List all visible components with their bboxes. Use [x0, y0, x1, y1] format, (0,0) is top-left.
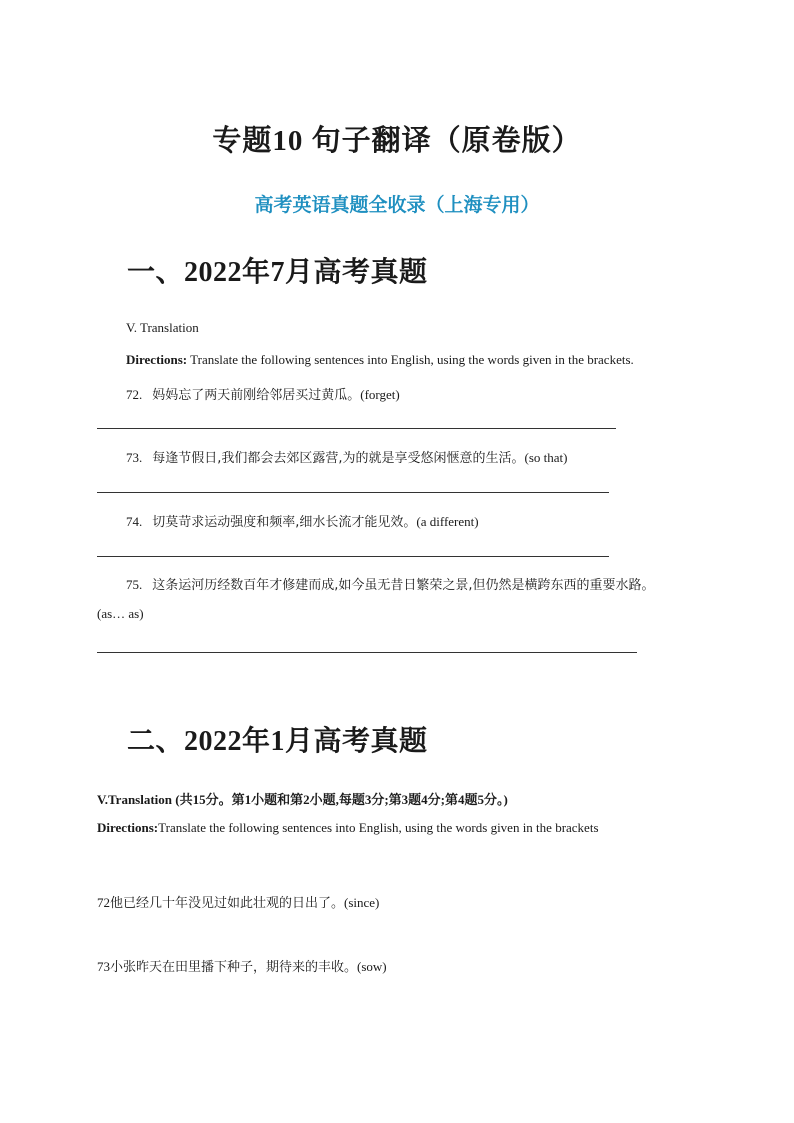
- question-chinese: 每逢节假日,我们都会去郊区露营,为的就是享受悠闲惬意的生活。: [152, 451, 525, 466]
- section-heading-1: 一、2022年7月高考真题: [127, 257, 428, 288]
- question-chinese: 小张昨天在田里播下种子，期待来的丰收。: [110, 960, 358, 975]
- question-72-jan: [97, 892, 379, 911]
- question-chinese: 妈妈忘了两天前刚给邻居买过黄瓜。: [152, 388, 361, 403]
- question-chinese: 他已经几十年没见过如此壮观的日出了。: [110, 896, 345, 911]
- directions-text: Translate the following sentences into English, using the words given in the brackets.: [187, 352, 634, 367]
- directions-2: [97, 820, 599, 836]
- question-chinese: 这条运河历经数百年才修建而成,如今虽无昔日繁荣之景,但仍然是横跨东西的重要水路。: [152, 578, 655, 593]
- directions-label: Directions:: [97, 820, 159, 835]
- question-number: 73.: [126, 450, 143, 465]
- question-74: [126, 511, 479, 530]
- question-73: [126, 447, 567, 466]
- directions-text: Translate the following sentences into English, using the words given in the brackets: [158, 820, 599, 835]
- question-73-jan: [97, 956, 387, 975]
- answer-line[interactable]: [97, 652, 637, 653]
- question-75: [126, 574, 655, 593]
- question-number: 75.: [126, 577, 143, 592]
- question-72: [126, 384, 400, 403]
- question-hint: (a different): [416, 514, 479, 529]
- question-hint: (so that): [524, 450, 568, 465]
- question-chinese: 切莫苛求运动强度和频率,细水长流才能见效。: [152, 515, 417, 530]
- question-number: 72: [97, 895, 110, 910]
- answer-line[interactable]: [97, 428, 616, 429]
- answer-line[interactable]: [97, 556, 609, 557]
- part-label-1: V. Translation: [126, 320, 199, 335]
- section-heading-2: 二、2022年1月高考真题: [127, 726, 428, 757]
- question-hint: (since): [344, 895, 380, 910]
- page-subtitle: 高考英语真题全收录（上海专用）: [254, 195, 540, 216]
- question-number: 74.: [126, 514, 143, 529]
- question-number: 72.: [126, 387, 143, 402]
- question-number: 73: [97, 959, 110, 974]
- question-hint: (forget): [360, 387, 400, 402]
- question-hint: (sow): [357, 959, 387, 974]
- directions-label: Directions:: [126, 352, 188, 367]
- part-label-2: V.Translation (共15分。第1小题和第2小题,每题3分;第3题4分;第4题5分。): [97, 792, 508, 807]
- directions-1: [126, 352, 634, 368]
- page-title: 专题10 句子翻译（原卷版）: [212, 125, 582, 157]
- answer-line[interactable]: [97, 492, 609, 493]
- question-hint: (as… as): [97, 606, 144, 621]
